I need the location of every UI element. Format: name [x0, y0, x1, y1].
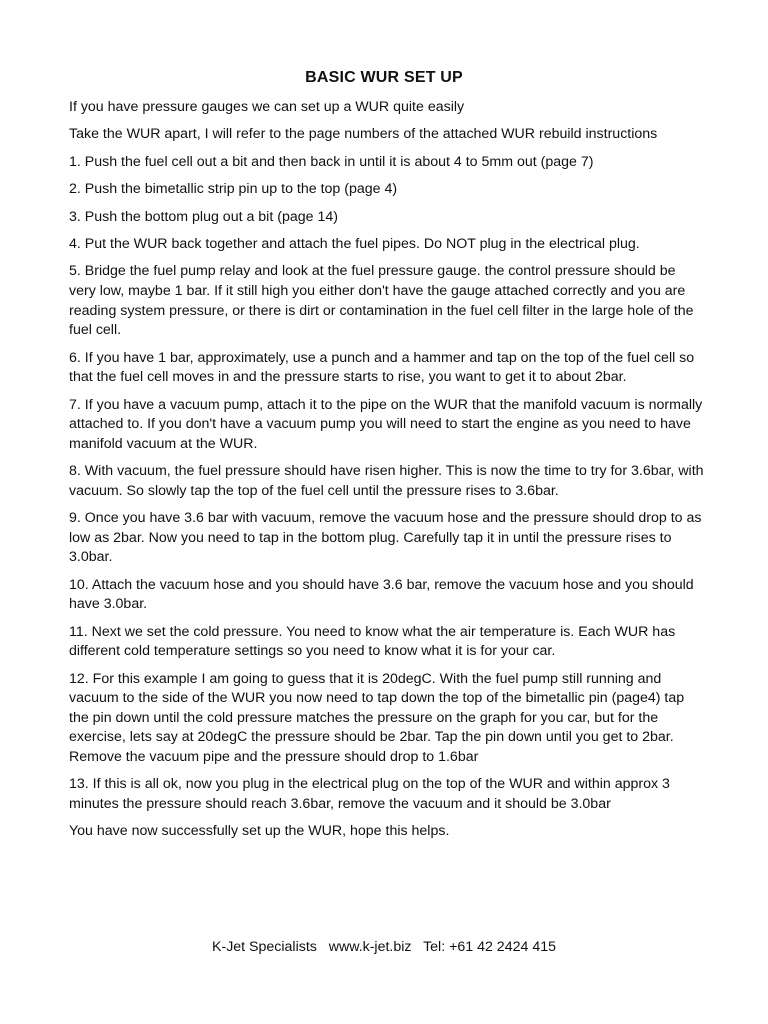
footer-company: K-Jet Specialists [212, 939, 317, 955]
intro-paragraph: If you have pressure gauges we can set up a WUR quite easily [69, 99, 465, 115]
step-8: 8. With vacuum, the fuel pressure should have risen higher. This is now the time to try for 3.6bar, with vacuum. So slowly tap the top of the fuel cell until the pressure rises to 3.6bar. [69, 463, 704, 499]
step-4: 4. Put the WUR back together and attach the fuel pipes. Do NOT plug in the electrical plug. [69, 235, 640, 252]
step-9: 9. Once you have 3.6 bar with vacuum, remove the vacuum hose and the pressure should drop to as low as 2bar. Now you need to tap in the bottom plug. Carefully tap it in until the pressure rises to 3.0bar. [69, 510, 702, 566]
page-footer [0, 938, 768, 956]
footer-phone: Tel: +61 42 2424 415 [423, 939, 556, 955]
step-11: 11. Next we set the cold pressure. You need to know what the air temperature is. Each WUR has different cold temperature settings so you need to know what it is for your car. [69, 623, 676, 660]
document-title: BASIC WUR SET UP [305, 69, 463, 86]
step-12: 12. For this example I am going to guess that it is 20degC. With the fuel pump still running and vacuum to the side of the WUR you now need to tap down the top of the bimetallic pin (page4) tap the pin down until the cold pressure matches the pressure on the graph for you car, but for the exercise, lets say at 20degC the pressure should be 2bar. Tap the pin down until you get to 2bar. Remove the vacuum pipe and the pressure should drop to 1.6bar [69, 670, 685, 765]
step-5: 5. Bridge the fuel pump relay and look at the fuel pressure gauge. the control pressure should be very low, maybe 1 bar. If it still high you either don't have the gauge attached correctly and you are reading system pressure, or there is dirt or contamination in the fuel cell filter in the large hole of the fuel cell. [69, 263, 694, 339]
step-3: 3. Push the bottom plug out a bit (page 14) [69, 208, 338, 225]
preface-paragraph: Take the WUR apart, I will refer to the page numbers of the attached WUR rebuild instructions [69, 126, 658, 143]
closing-paragraph: You have now successfully set up the WUR, hope this helps. [69, 823, 450, 840]
step-1: 1. Push the fuel cell out a bit and then back in until it is about 4 to 5mm out (page 7) [69, 153, 594, 170]
step-2: 2. Push the bimetallic strip pin up to the top (page 4) [69, 181, 398, 198]
step-6: 6. If you have 1 bar, approximately, use a punch and a hammer and tap on the top of the fuel cell so that the fuel cell moves in and the pressure starts to rise, you want to get it to about 2bar. [69, 349, 695, 386]
footer-website: www.k-jet.biz [328, 939, 412, 955]
step-13: 13. If this is all ok, now you plug in the electrical plug on the top of the WUR and within approx 3 minutes the pressure should reach 3.6bar, remove the vacuum and it should be 3.0bar [69, 776, 670, 812]
document-body [69, 98, 705, 850]
step-10: 10. Attach the vacuum hose and you should have 3.6 bar, remove the vacuum hose and you should have 3.0bar. [69, 576, 694, 613]
step-7: 7. If you have a vacuum pump, attach it to the pipe on the WUR that the manifold vacuum is normally attached to. If you don't have a vacuum pump you will need to start the engine as you need to have manifold vacuum at the WUR. [69, 396, 703, 452]
